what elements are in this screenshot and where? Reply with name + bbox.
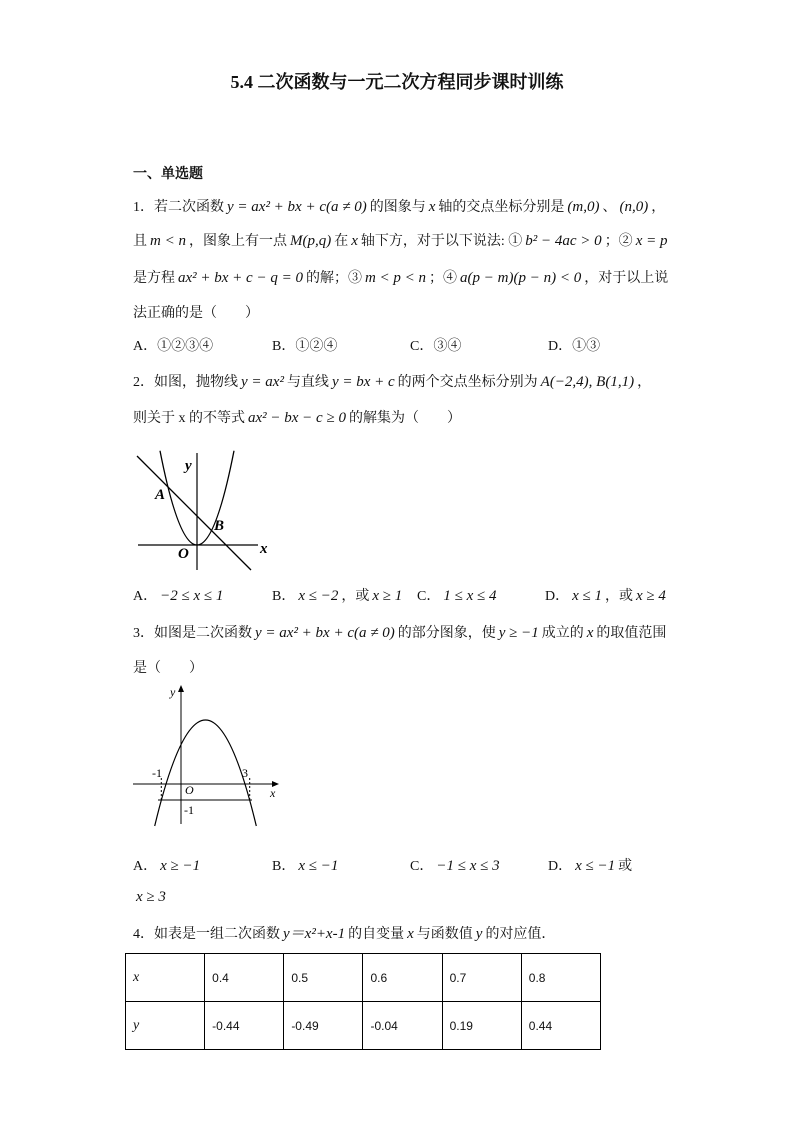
text-segment: 成立的 <box>541 626 584 641</box>
math-expression: x ≤ −1 <box>298 858 339 874</box>
q2-line-1 <box>133 372 651 393</box>
q2-option-d <box>545 586 669 607</box>
table-cell: 0.44 <box>521 1002 600 1050</box>
table-row <box>126 954 601 1002</box>
text-segment: 、 <box>602 200 617 215</box>
text-segment: 在 <box>334 234 349 249</box>
q2-figure <box>130 445 280 573</box>
text-segment: C． <box>410 859 434 874</box>
text-segment: ，或 <box>605 589 634 604</box>
point-b-label: B <box>214 518 225 534</box>
text-segment: ，对于以上说 <box>584 271 669 286</box>
q3-line-1 <box>133 623 666 644</box>
math-expression: y = ax² + bx + c(a ≠ 0) <box>227 199 367 215</box>
q1-line-1 <box>133 197 665 218</box>
math-expression: (m,0) <box>567 199 600 215</box>
math-expression: x ≤ 1 <box>572 588 603 604</box>
text-segment: 的解集为（ ） <box>348 411 461 426</box>
text-segment: B． <box>272 859 296 874</box>
math-expression: b² − 4ac > 0 <box>525 233 602 249</box>
text-segment: 或 <box>618 859 633 874</box>
q3-option-d <box>548 856 632 877</box>
math-expression: y ≥ −1 <box>498 625 539 641</box>
text-segment: 的自变量 <box>348 927 405 942</box>
section-heading: 一、单选题 <box>133 167 203 182</box>
math-expression: −1 ≤ x ≤ 3 <box>436 858 500 874</box>
text-segment: D． <box>545 589 570 604</box>
math-expression: ax² + bx + c − q = 0 <box>178 270 303 286</box>
text-segment: 是方程 <box>133 271 175 286</box>
text-segment: ，图象上有一点 <box>188 234 287 249</box>
math-expression: x ≥ 1 <box>372 588 403 604</box>
math-expression: y＝x²+x-1 <box>283 926 346 942</box>
x-axis-label: x <box>270 786 276 800</box>
math-expression: x ≤ −2 <box>298 588 339 604</box>
y-axis-arrow <box>178 685 184 692</box>
origin-label: O <box>185 783 194 797</box>
table-cell: 0.19 <box>442 1002 521 1050</box>
q1-line-4 <box>133 304 259 324</box>
text-segment: D．①③ <box>548 339 601 354</box>
math-expression: x ≥ 4 <box>636 588 666 604</box>
table-cell: -0.04 <box>363 1002 442 1050</box>
text-segment: 4．如表是一组二次函数 <box>133 927 280 942</box>
text-segment: 是（ ） <box>133 661 203 676</box>
left-root-label: -1 <box>152 766 162 780</box>
math-expression: y = ax² + bx + c(a ≠ 0) <box>255 625 395 641</box>
text-segment: ，或 <box>341 589 370 604</box>
q2-option-b <box>272 586 405 607</box>
q3-option-b <box>272 856 341 877</box>
math-expression: y = ax² <box>241 374 284 390</box>
table-cell: 0.6 <box>363 954 442 1002</box>
math-expression: x ≤ −1 <box>575 858 616 874</box>
text-segment: 且 <box>133 234 147 249</box>
q3-figure <box>128 683 283 833</box>
text-segment: A．①②③④ <box>133 339 214 354</box>
math-expression: 1 ≤ x ≤ 4 <box>443 588 497 604</box>
math-expression: x = p <box>635 233 668 249</box>
table-header-cell: y <box>126 1002 205 1050</box>
q1-option-b <box>272 337 337 357</box>
text-segment: 法正确的是（ ） <box>133 306 259 321</box>
math-expression: x <box>351 233 358 249</box>
math-expression: −2 ≤ x ≤ 1 <box>160 588 224 604</box>
text-segment: C．③④ <box>410 339 462 354</box>
y-level-label: -1 <box>184 803 194 817</box>
math-expression: M(p,q) <box>289 233 332 249</box>
math-expression: (n,0) <box>619 199 649 215</box>
text-segment: 轴的交点坐标分别是 <box>438 200 565 215</box>
text-segment: A． <box>133 859 158 874</box>
q2-option-c <box>417 586 499 607</box>
table-cell: 0.5 <box>284 954 363 1002</box>
text-segment: 轴下方，对于以下说法: ① <box>360 234 523 249</box>
table-cell: 0.4 <box>205 954 284 1002</box>
math-expression: A(−2,4), B(1,1) <box>540 374 635 390</box>
math-expression: m < n <box>150 233 186 249</box>
q3-option-d-continuation <box>133 887 169 908</box>
text-segment: 的对应值． <box>485 927 556 942</box>
table-cell: 0.7 <box>442 954 521 1002</box>
q1-line-3 <box>133 268 668 289</box>
table-header-cell: x <box>126 954 205 1002</box>
x-axis-label: x <box>260 541 268 557</box>
text-segment: 的取值范围 <box>596 626 667 641</box>
text-segment: C． <box>417 589 441 604</box>
table-cell: 0.8 <box>521 954 600 1002</box>
value-table <box>125 953 601 1050</box>
text-segment: D． <box>548 859 573 874</box>
text-segment: ， <box>651 200 666 215</box>
q1-option-c <box>410 337 461 357</box>
q1-line-2 <box>133 231 670 252</box>
y-axis-label: y <box>185 458 192 474</box>
text-segment: ；② <box>604 234 633 249</box>
text-segment: 的解；③ <box>305 271 362 286</box>
math-expression: a(p − m)(p − n) < 0 <box>460 270 582 286</box>
math-expression: y = bx + c <box>331 374 395 390</box>
right-root-label: 3 <box>242 766 248 780</box>
q3-line-2 <box>133 659 203 679</box>
math-expression: x <box>407 926 414 942</box>
math-expression: x ≥ 3 <box>136 889 166 905</box>
table-row <box>126 1002 601 1050</box>
origin-label: O <box>178 546 189 562</box>
q1-option-d <box>548 337 600 357</box>
straight-line <box>137 456 251 570</box>
text-segment: 的两个交点坐标分别为 <box>397 375 538 390</box>
q3-option-a <box>133 856 203 877</box>
table-cell: -0.44 <box>205 1002 284 1050</box>
math-expression: x <box>586 625 594 641</box>
q2-option-a <box>133 586 226 607</box>
q3-option-c <box>410 856 503 877</box>
math-expression: x ≥ −1 <box>160 858 201 874</box>
math-expression: m < p < n <box>364 270 427 286</box>
text-segment: 1．若二次函数 <box>133 200 224 215</box>
q1-option-a <box>133 337 213 357</box>
math-expression: x <box>428 199 436 215</box>
text-segment: 3．如图是二次函数 <box>133 626 252 641</box>
text-segment: 与函数值 <box>416 927 473 942</box>
text-segment: A． <box>133 589 158 604</box>
text-segment: ；④ <box>429 271 458 286</box>
text-segment: 则关于 x 的不等式 <box>133 411 245 426</box>
text-segment: 的部分图象，使 <box>397 626 496 641</box>
point-a-label: A <box>155 487 166 503</box>
math-expression: y <box>475 926 483 942</box>
text-segment: ， <box>637 375 652 390</box>
q4-line-1 <box>133 924 555 945</box>
y-axis-label: y <box>170 685 176 699</box>
text-segment: B．①②④ <box>272 339 338 354</box>
q2-line-2 <box>133 408 461 429</box>
table-cell: -0.49 <box>284 1002 363 1050</box>
text-segment: 与直线 <box>286 375 329 390</box>
text-segment: B． <box>272 589 296 604</box>
page-title: 5.4 二次函数与一元二次方程同步课时训练 <box>230 72 564 92</box>
text-segment: 2．如图，抛物线 <box>133 375 238 390</box>
math-expression: ax² − bx − c ≥ 0 <box>248 410 346 426</box>
text-segment: 的图象与 <box>369 200 426 215</box>
